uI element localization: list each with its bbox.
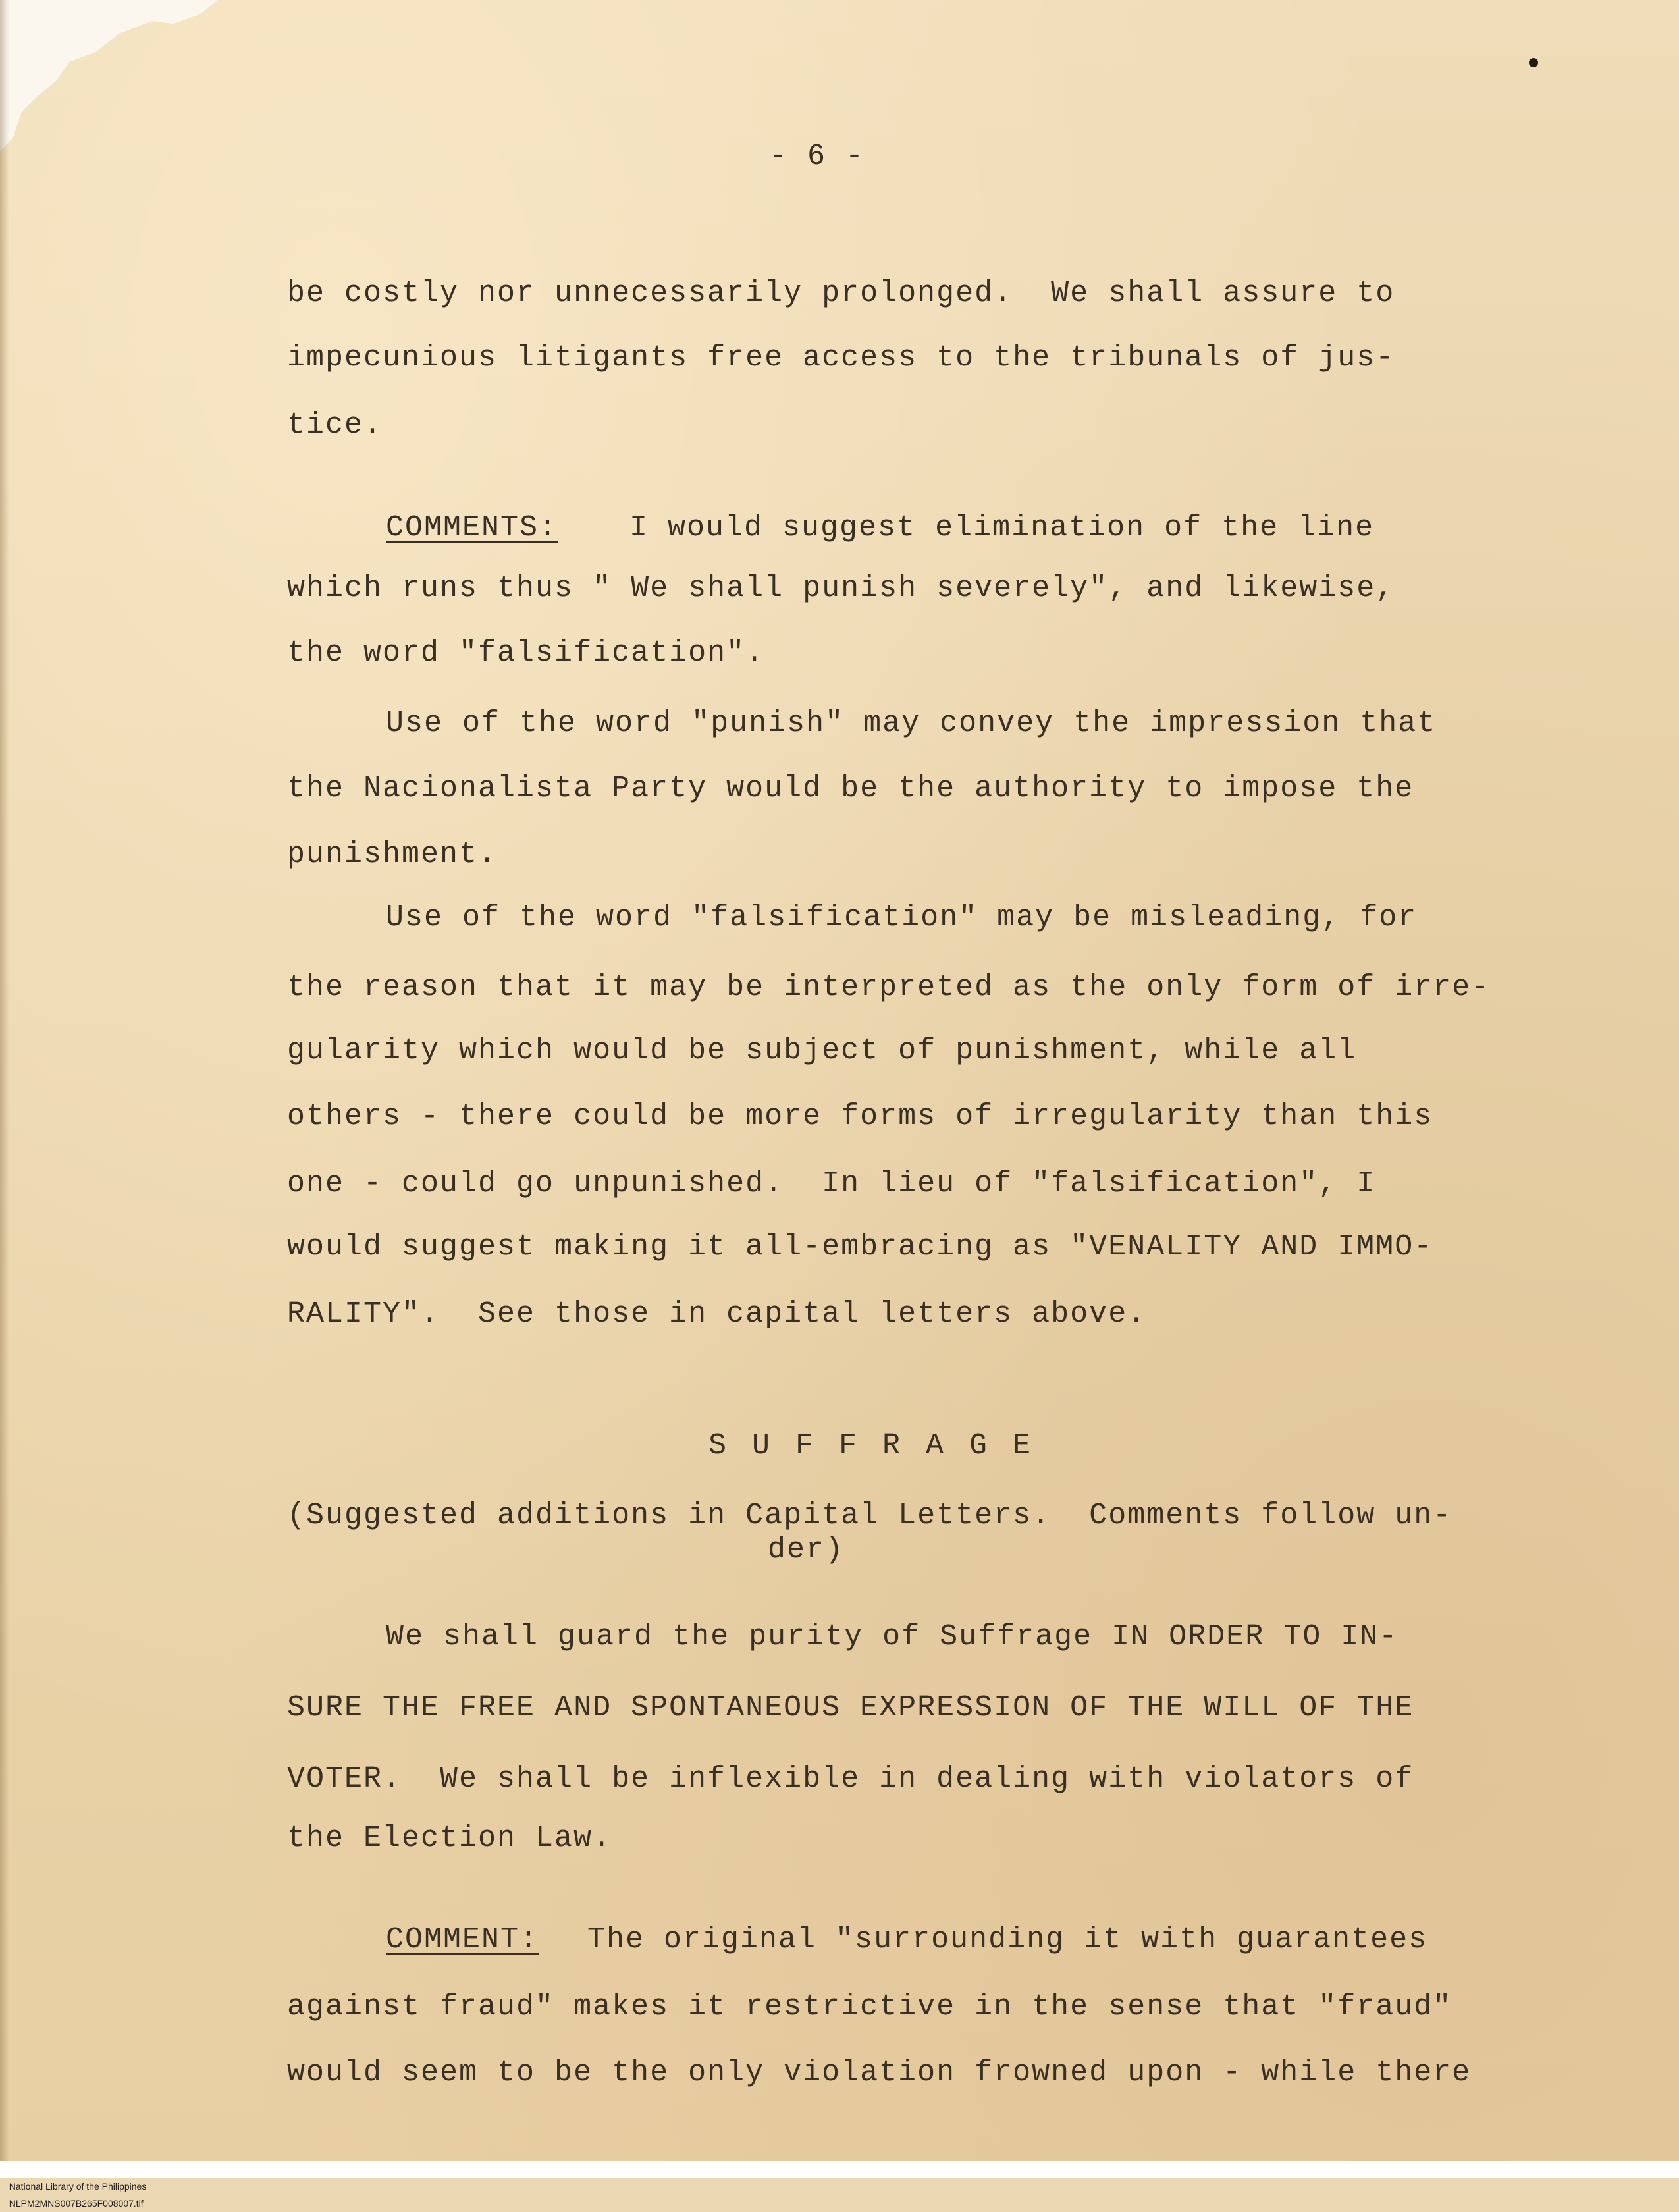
text-line: punishment. — [287, 838, 498, 871]
text-line: be costly nor unnecessarily prolonged. We shall assure to — [287, 277, 1395, 310]
text-line: SURE THE FREE AND SPONTANEOUS EXPRESSION OF THE WILL OF THE — [287, 1691, 1414, 1725]
text-line: the Election Law. — [287, 1821, 612, 1855]
text-line: the word "falsification". — [287, 636, 765, 670]
text-line: gularity which would be subject of punishment, while all — [287, 1034, 1357, 1067]
text-line: would seem to be the only violation frowned upon - while there — [287, 2056, 1472, 2090]
ink-spot — [1529, 58, 1538, 67]
text-line: against fraud" makes it restrictive in the sense that "fraud" — [287, 1990, 1452, 2024]
text-line: which runs thus " We shall punish severely", and likewise, — [287, 572, 1395, 605]
text-line: I would suggest elimination of the line — [629, 511, 1375, 545]
text-line: (Suggested additions in Capital Letters. Comments follow un- — [287, 1499, 1452, 1532]
text-line: the Nacionalista Party would be the authority to impose the — [287, 772, 1414, 805]
text-line: We shall guard the purity of Suffrage IN ORDER TO IN- — [386, 1620, 1399, 1654]
text-line: the reason that it may be interpreted as the only form of irre- — [287, 971, 1491, 1004]
comments-heading: COMMENTS: — [386, 511, 558, 545]
text-line: others - there could be more forms of irregularity than this — [287, 1100, 1433, 1133]
text-line: tice. — [287, 408, 383, 442]
comment-heading: COMMENT: — [386, 1923, 539, 1956]
text-line: Use of the word "falsification" may be misleading, for — [386, 901, 1418, 934]
text-line: one - could go unpunished. In lieu of "falsification", I — [287, 1167, 1376, 1200]
text-line: der) — [768, 1533, 845, 1567]
text-line: impecunious litigants free access to the tribunals of jus- — [287, 341, 1395, 375]
archive-name: National Library of the Philippines — [9, 2181, 147, 2192]
page-number: - 6 - — [769, 140, 865, 173]
archive-file-id: NLPM2MNS007B265F008007.tif — [9, 2198, 144, 2209]
text-line: VOTER. We shall be inflexible in dealing with violators of — [287, 1762, 1414, 1796]
section-heading-suffrage: S U F F R A G E — [708, 1429, 1035, 1463]
torn-corner — [0, 0, 217, 237]
text-line: The original "surrounding it with guarantees — [587, 1923, 1428, 1956]
page-edge-shadow — [0, 0, 9, 2178]
archive-footer — [0, 2161, 1679, 2209]
text-line: Use of the word "punish" may convey the impression that — [386, 707, 1437, 740]
text-line: would suggest making it all-embracing as "VENALITY AND IMMO- — [287, 1230, 1433, 1264]
text-line: RALITY". See those in capital letters above. — [287, 1297, 1147, 1331]
